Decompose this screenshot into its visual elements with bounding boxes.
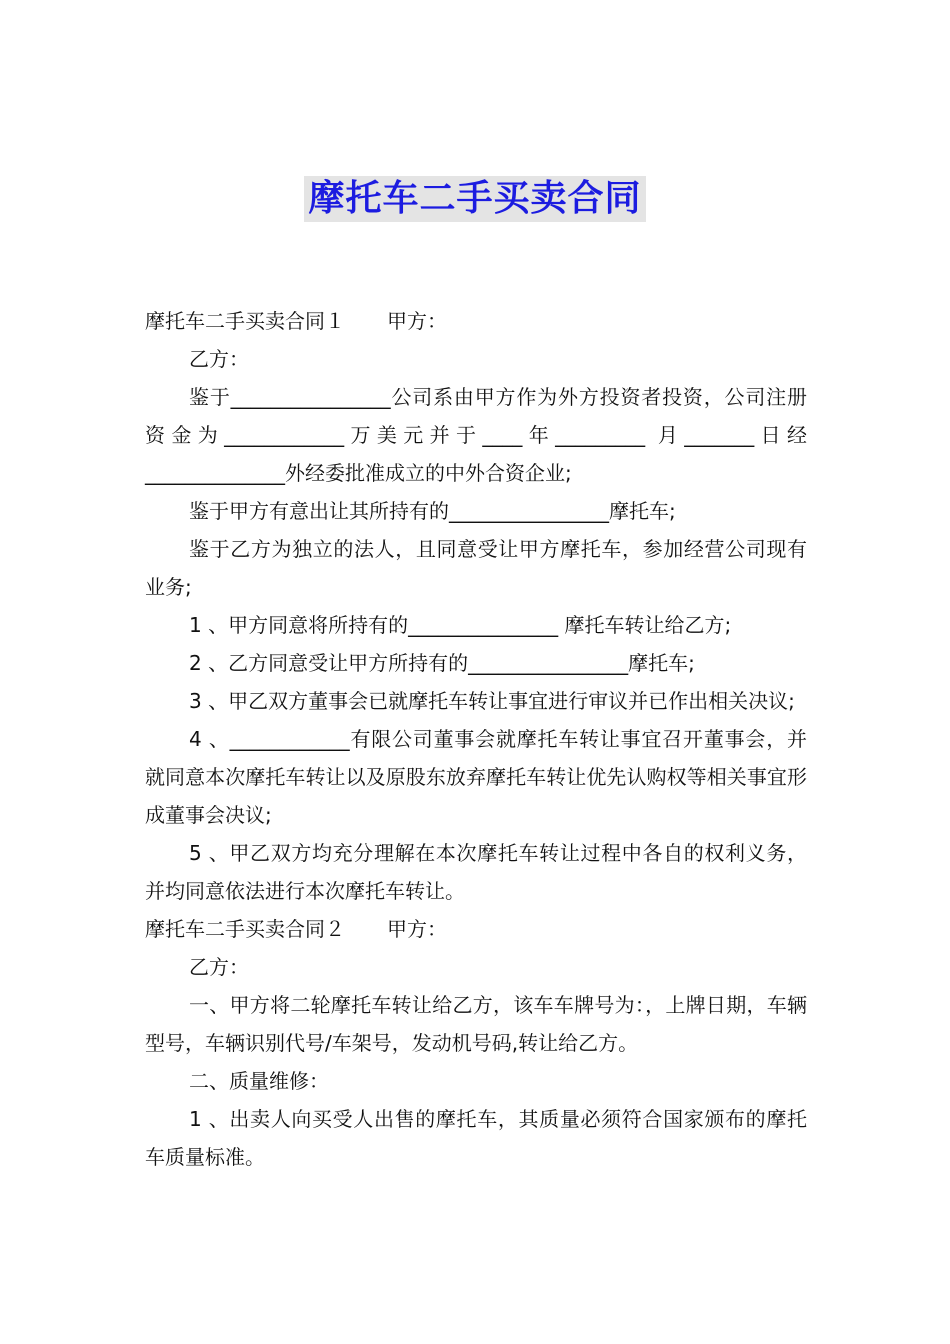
document-title: 摩托车二手买卖合同 <box>304 176 645 222</box>
contract2-party-a: 甲方： <box>387 917 447 941</box>
contract2-para2: 二、质量维修： <box>189 1069 329 1093</box>
contract1-heading: 摩托车二手买卖合同１ <box>145 309 345 333</box>
contract1-item3: 3 、甲乙双方董事会已就摩托车转让事宜进行审议并已作出相关决议; <box>189 689 795 713</box>
contract1-heading-line <box>145 302 807 340</box>
contract1-item4: 4 、____________有限公司董事会就摩托车转让事宜召开董事会，并就同意本次摩托车转让以及原股东放弃摩托车转让优先认购权等相关事宜形成董事会决议; <box>145 727 807 827</box>
contract2-para3: 1 、出卖人向买受人出售的摩托车，其质量必须符合国家颁布的摩托车质量标准。 <box>145 1107 807 1169</box>
document-body <box>145 302 807 1176</box>
contract1-item1: 1 、甲方同意将所持有的_______________ 摩托车转让给乙方; <box>189 613 732 637</box>
contract2-para1: 一、甲方将二轮摩托车转让给乙方，该车车牌号为：，上牌日期，车辆型号，车辆识别代号/车架号，发动机号码,转让给乙方。 <box>145 993 807 1055</box>
contract1-party-b: 乙方： <box>189 347 249 371</box>
contract2-heading: 摩托车二手买卖合同２ <box>145 917 345 941</box>
contract1-para1: 鉴于________________公司系由甲方作为外方投资者投资，公司注册资金为____________万美元并于____年_________ 月_______日经______________外经委批准成立的中外合资企业; <box>145 385 807 485</box>
contract1-para2: 鉴于甲方有意出让其所持有的________________摩托车; <box>189 499 676 523</box>
contract1-party-a: 甲方： <box>387 309 447 333</box>
contract2-party-b: 乙方： <box>189 955 249 979</box>
contract1-item2: 2 、乙方同意受让甲方所持有的________________摩托车; <box>189 651 695 675</box>
contract2-heading-line <box>145 910 807 948</box>
contract1-para3: 鉴于乙方为独立的法人，且同意受让甲方摩托车，参加经营公司现有业务; <box>145 537 807 599</box>
title-wrap <box>0 176 950 222</box>
contract1-item5: 5 、甲乙双方均充分理解在本次摩托车转让过程中各自的权利义务，并均同意依法进行本次摩托车转让。 <box>145 841 807 903</box>
